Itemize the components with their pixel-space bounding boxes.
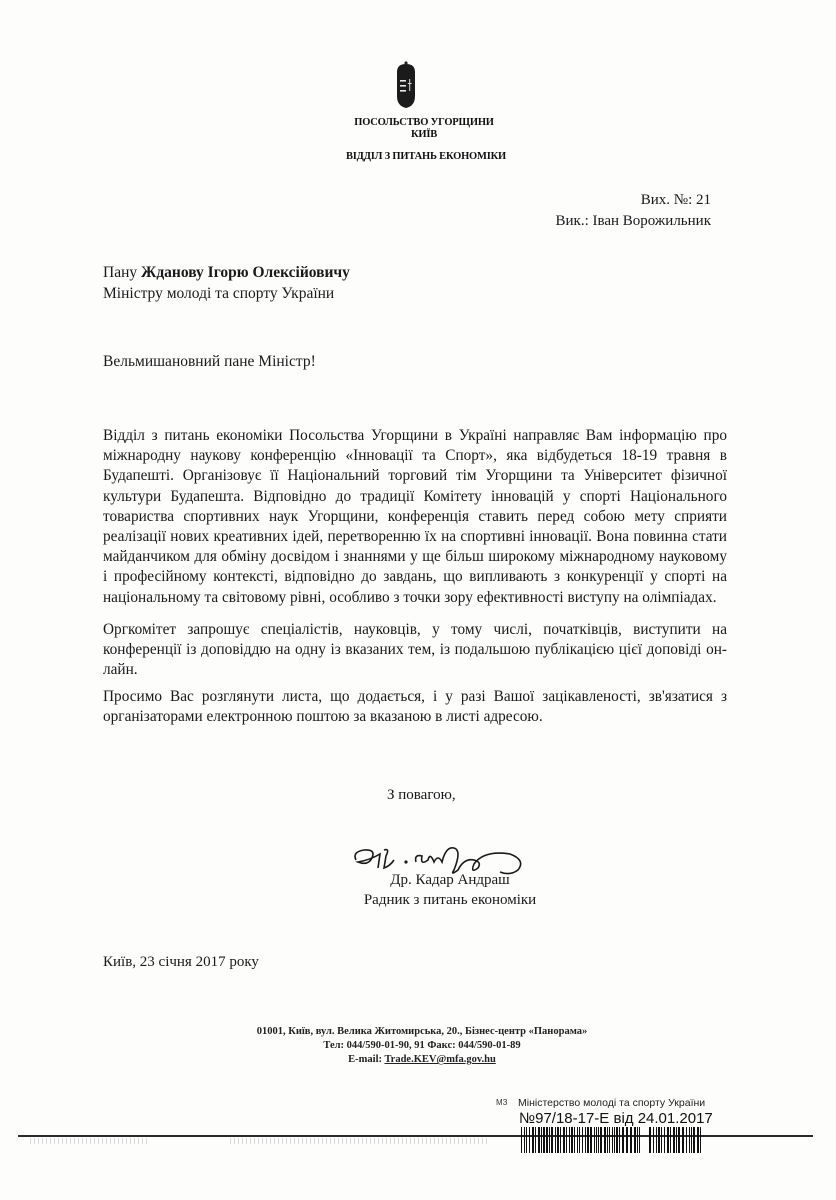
barcode-bar <box>582 1127 583 1153</box>
barcode-bar <box>574 1127 575 1153</box>
barcode-bar <box>626 1127 628 1153</box>
barcode-bar <box>529 1127 530 1153</box>
addressee-name-line <box>103 264 350 282</box>
barcode-bar <box>676 1127 677 1153</box>
barcode-bar <box>596 1127 597 1153</box>
barcode-bar <box>590 1127 592 1153</box>
closing-regards: З повагою, <box>387 787 456 803</box>
stamp-ministry: Міністерство молоді та спорту України <box>518 1097 706 1109</box>
barcode-bar <box>689 1127 690 1153</box>
barcode-bar <box>653 1127 654 1153</box>
barcode-bar <box>658 1127 660 1153</box>
barcode-bar <box>532 1127 534 1153</box>
barcode-bar <box>607 1127 608 1153</box>
body-paragraph: Оргкомітет запрошує спеціалістів, науковців, у тому числі, початківців, виступити на конференції із доповіддю на одну із вказаних тем, із подальшою публікацією цієї доповіді он-лайн. <box>103 621 727 679</box>
barcode-bar <box>637 1127 638 1153</box>
outgoing-number: Вих. №: 21 <box>640 192 711 208</box>
barcode-bar <box>543 1127 545 1153</box>
barcode-bar <box>614 1127 615 1153</box>
email-link[interactable]: Trade.KEV@mfa.gov.hu <box>384 1054 496 1065</box>
embassy-city: КИЇВ <box>410 129 438 140</box>
barcode-bar <box>526 1127 527 1153</box>
barcode-bar <box>557 1127 559 1153</box>
salutation: Вельмишановний пане Міністр! <box>103 353 316 370</box>
barcode-bar <box>569 1127 570 1153</box>
barcode-bar <box>600 1127 602 1153</box>
barcode-bar <box>622 1127 624 1153</box>
barcode-bar <box>667 1127 669 1153</box>
barcode-bar <box>616 1127 618 1153</box>
addressee-name: Жданову Ігорю Олексійовичу <box>141 264 350 281</box>
barcode-bar <box>538 1127 540 1153</box>
signer-name: Др. Кадар Андраш <box>390 872 510 888</box>
barcode-bar <box>546 1127 548 1153</box>
embassy-name: ПОСОЛЬСТВО УГОРЩИНИ <box>354 117 494 128</box>
barcode-icon <box>521 1127 701 1153</box>
embassy-department: ВІДДІЛ З ПИТАНЬ ЕКОНОМІКИ <box>345 151 506 162</box>
barcode-bar <box>691 1127 692 1153</box>
barcode-bar <box>656 1127 657 1153</box>
barcode-bar <box>609 1127 610 1153</box>
addressee-position: Міністру молоді та спорту України <box>103 285 335 302</box>
barcode-bar <box>560 1127 561 1153</box>
scan-noise <box>30 1138 150 1144</box>
barcode-bar <box>541 1127 542 1153</box>
place-and-date: Київ, 23 січня 2017 року <box>103 954 259 970</box>
body-paragraph: Відділ з питань економіки Посольства Угорщини в Україні направляє Вам інформацію про міжнародну наукову конференцію «Інновації та Спорт», яка відбудеться 18-19 травня в Будапешті. Організовує її Національний торговий тім Угорщини та Університет фізичної культури Будапешта. Відповідно до традиції Комітету інновацій у спорті Національного товариства спортивних наук Угорщини, конференція ставить перед собою мету сприяти реалізації нових креативних ідей, перетворенню їх на спортивні інновації. Вона повинна стати майданчиком для обміну досвідом і знаннями у ще більш широкому міжнародному науковому і професійному контексті, відповідно до завдань, що випливають з конкуренції у спорті на національному та світовому рівні, особливо з точки зору ефективності виступу на олімпіадах. <box>103 427 727 606</box>
signer-title: Радник з питань економіки <box>363 892 537 908</box>
barcode-bar <box>521 1127 522 1153</box>
barcode-bar <box>549 1127 550 1153</box>
executor: Вик.: Іван Ворожильник <box>555 213 711 229</box>
barcode-bar <box>630 1127 632 1153</box>
barcode-bar <box>587 1127 589 1153</box>
barcode-bar <box>634 1127 636 1153</box>
barcode-bar <box>524 1127 525 1153</box>
barcode-bar <box>598 1127 599 1153</box>
barcode-bar <box>594 1127 595 1153</box>
scan-noise <box>230 1138 490 1144</box>
barcode-bar <box>585 1127 586 1153</box>
barcode-bar <box>571 1127 573 1153</box>
barcode-bar <box>535 1127 536 1153</box>
barcode-bar <box>682 1127 684 1153</box>
barcode-bar <box>664 1127 665 1153</box>
barcode-bar <box>639 1127 640 1153</box>
footer-phone-fax: Тел: 044/590-01-90, 91 Факс: 044/590-01-89 <box>323 1040 521 1051</box>
barcode-bar <box>563 1127 565 1153</box>
barcode-bar <box>670 1127 671 1153</box>
barcode-bar <box>612 1127 613 1153</box>
barcode-bar <box>678 1127 680 1153</box>
barcode-bar <box>649 1127 651 1153</box>
barcode-bar <box>693 1127 695 1153</box>
body-paragraph: Просимо Вас розглянути листа, що додається, і у разі Вашої зацікавленості, зв'язатися з організаторами електронною поштою за вказаною в листі адресою. <box>103 688 727 726</box>
barcode-bar <box>697 1127 699 1153</box>
barcode-bar <box>604 1127 606 1153</box>
barcode-bar <box>577 1127 578 1153</box>
stamp-registration-number: №97/18-17-Е від 24.01.2017 <box>519 1110 713 1127</box>
barcode-bar <box>686 1127 687 1153</box>
addressee-prefix: Пану <box>103 264 141 281</box>
barcode-bar <box>661 1127 662 1153</box>
barcode-bar <box>673 1127 675 1153</box>
barcode-bar <box>566 1127 567 1153</box>
barcode-bar <box>555 1127 556 1153</box>
email-label: E-mail: <box>348 1054 385 1065</box>
footer-address: 01001, Київ, вул. Велика Житомирська, 20., Бізнес-центр «Панорама» <box>256 1026 588 1037</box>
barcode-bar <box>700 1127 701 1153</box>
footer-email-line <box>4 1054 836 1065</box>
stamp-prefix: МЗ <box>496 1098 508 1107</box>
barcode-bar <box>579 1127 580 1153</box>
barcode-bar <box>619 1127 620 1153</box>
coat-of-arms-icon <box>393 58 419 110</box>
barcode-bar <box>551 1127 553 1153</box>
